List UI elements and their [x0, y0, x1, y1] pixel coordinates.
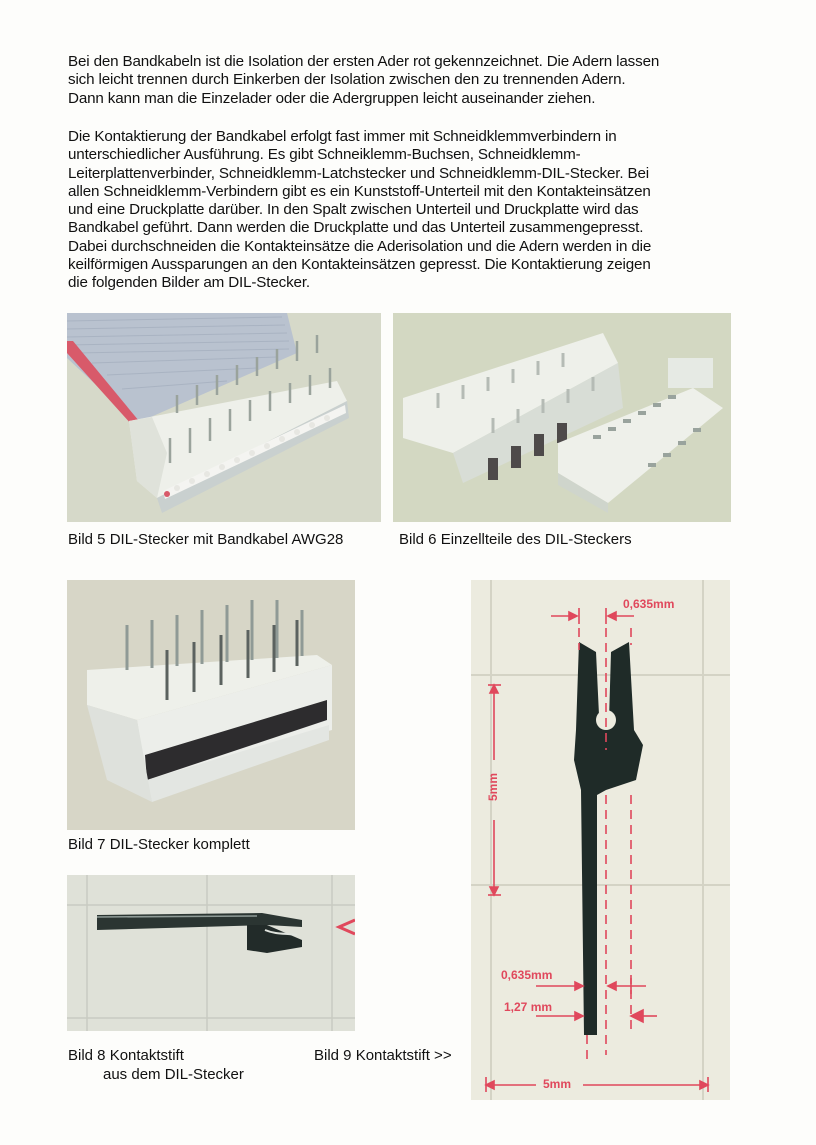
text-line: Dann kann man die Einzelader oder die Adergruppen leicht auseinander ziehen.	[68, 89, 596, 107]
annotation-width: 5mm	[543, 1077, 572, 1091]
photo-dil-connector-complete	[67, 580, 355, 830]
text-line: Bandkabel geführt. Dann werden die Druckplatte und das Unterteil zusammengepresst.	[68, 219, 644, 237]
annotation-height: 5mm	[486, 773, 500, 802]
text-line: Dabei durchschneiden die Kontakteinsätze die Aderisolation und die Adern werden in die	[68, 237, 652, 255]
figure-caption-bild5: Bild 5 DIL-Stecker mit Bandkabel AWG28	[68, 531, 344, 548]
annotation-pitch: 1,27 mm	[504, 1000, 553, 1014]
intro-paragraph	[68, 53, 748, 108]
photo-dil-connector-with-cable	[67, 313, 381, 522]
figure-caption-bild9: Bild 9 Kontaktstift >>	[314, 1047, 452, 1064]
text-line: Leiterplattenverbinder, Schneidklemm-Latchstecker und Schneidklemm-DIL-Stecker. Bei	[68, 164, 649, 182]
text-line: und eine Druckplatte darüber. In den Spalt zwischen Unterteil und Druckplatte wird das	[68, 201, 639, 219]
text-line: Bei den Bandkabeln ist die Isolation der ersten Ader rot gekennzeichnet. Die Adern lassen	[68, 53, 660, 70]
figure-caption-bild7: Bild 7 DIL-Stecker komplett	[68, 836, 250, 853]
figure-caption-bild8-line1: Bild 8 Kontaktstift	[68, 1047, 184, 1064]
text-line: die folgenden Bilder am DIL-Stecker.	[68, 274, 310, 292]
text-line: unterschiedlicher Ausführung. Es gibt Schneiklemm-Buchsen, Schneidklemm-	[68, 146, 581, 164]
photo-contact-pin-horizontal	[67, 875, 355, 1031]
contact-paragraph	[68, 128, 748, 293]
photo-contact-pin-dimensions	[471, 580, 730, 1100]
text-line: sich leicht trennen durch Einkerben der Isolation zwischen den zu trennenden Adern.	[68, 71, 626, 89]
text-line: Die Kontaktierung der Bandkabel erfolgt fast immer mit Schneidklemmverbindern in	[68, 128, 617, 145]
text-line: allen Schneidklemm-Verbindern gibt es ein Kunststoff-Unterteil mit den Kontakteinsätzen	[68, 182, 651, 200]
dimension-annotations	[471, 580, 730, 1100]
annotation-slot-width: 0,635mm	[623, 597, 675, 611]
figure-caption-bild6: Bild 6 Einzellteile des DIL-Steckers	[399, 531, 632, 548]
photo-dil-connector-parts	[393, 313, 731, 522]
annotation-pin-width: 0,635mm	[501, 968, 553, 982]
text-line: keilförmigen Aussparungen an den Kontakteinsätzen gepresst. Die Kontaktierung zeigen	[68, 256, 651, 274]
figure-caption-bild8-line2: aus dem DIL-Stecker	[103, 1066, 244, 1083]
